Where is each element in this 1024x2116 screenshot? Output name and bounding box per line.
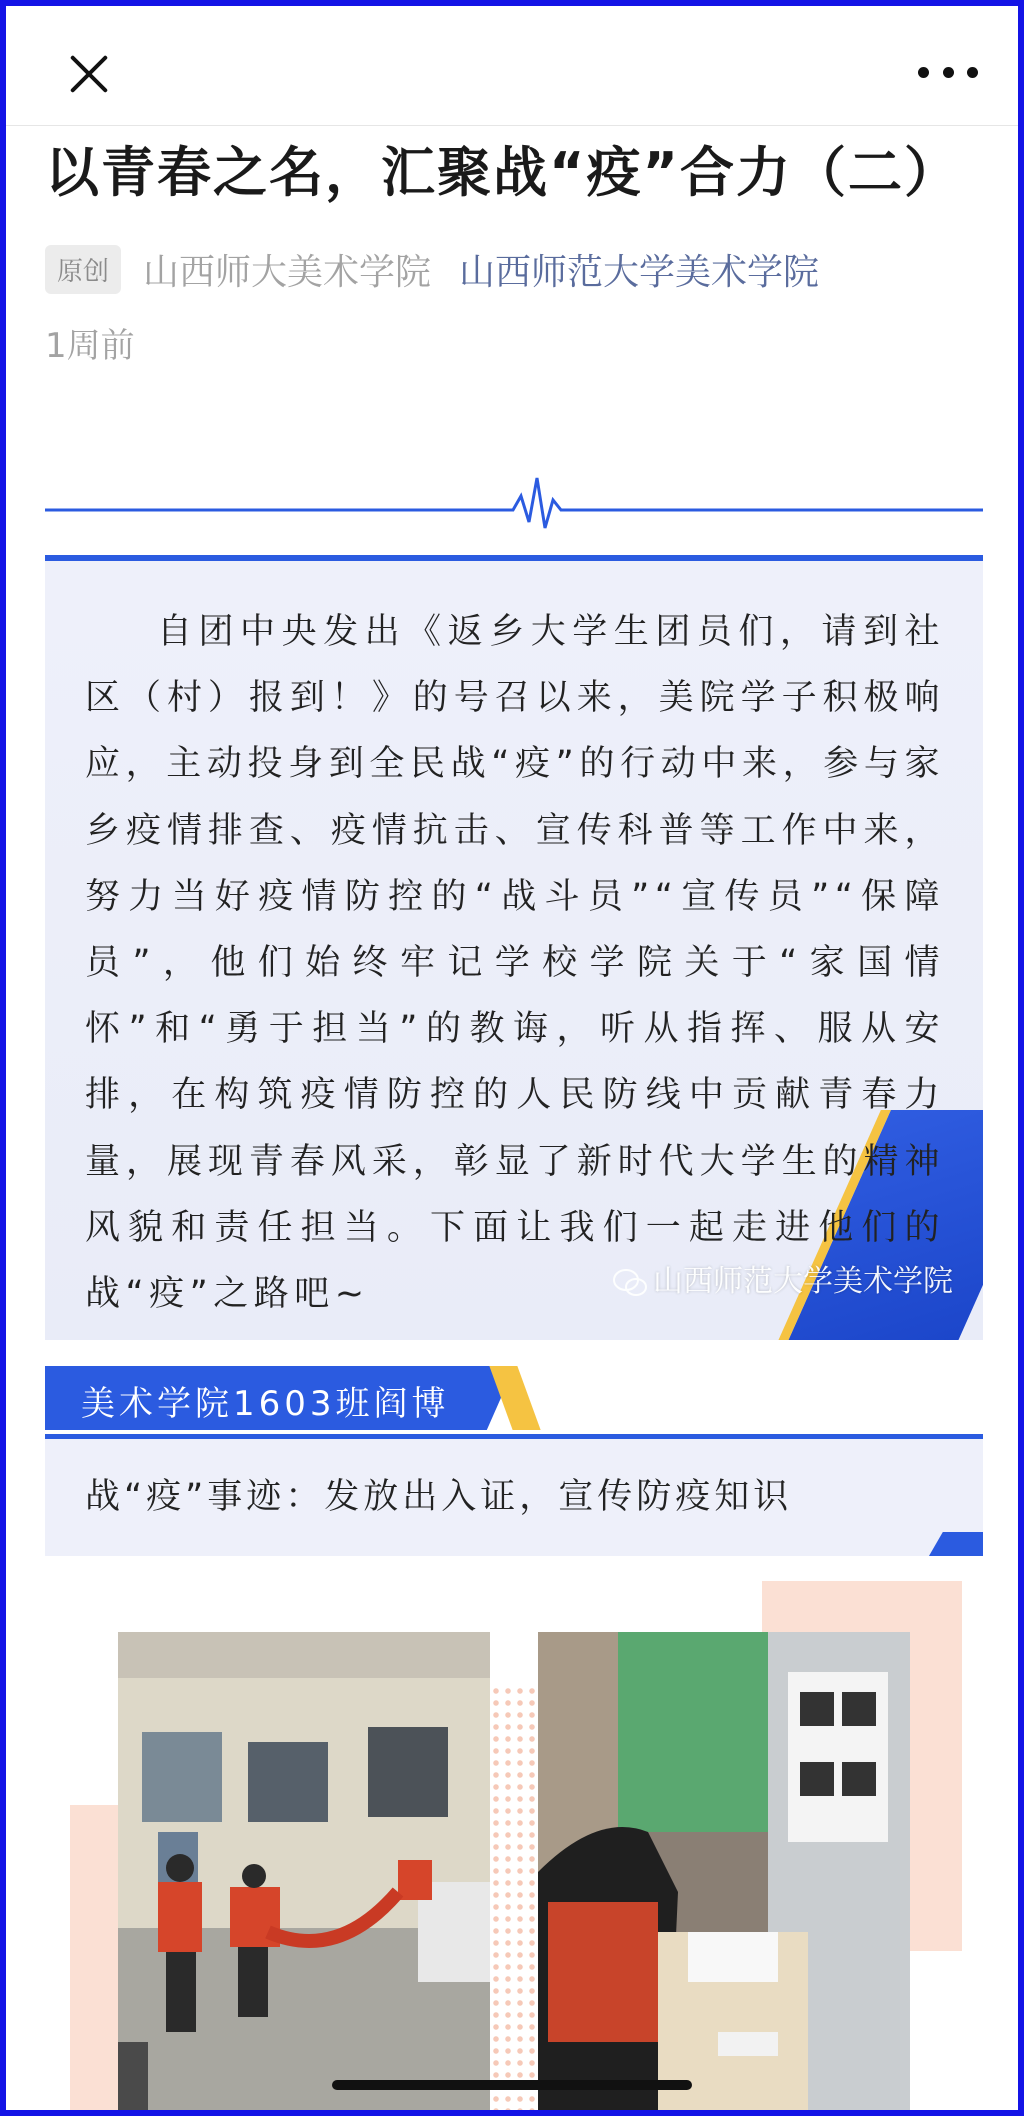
home-indicator[interactable] xyxy=(332,2080,692,2090)
watermark xyxy=(613,1256,953,1300)
photo-desk-volunteer-illustration xyxy=(538,1632,910,2110)
wechat-icon xyxy=(613,1269,647,1297)
photo-street-volunteers-illustration xyxy=(118,1632,490,2110)
close-icon[interactable] xyxy=(62,46,118,102)
peach-decoration-left xyxy=(70,1805,120,2110)
watermark-text: 山西师范大学美术学院 xyxy=(653,1264,953,1299)
section-header xyxy=(45,1366,983,1430)
deed-text: 战“疫”事迹：发放出入证，宣传防疫知识 xyxy=(85,1477,793,1517)
original-tag: 原创 xyxy=(45,245,121,294)
photo-desk-volunteer[interactable] xyxy=(538,1632,910,2110)
publish-date: 1周前 xyxy=(45,326,135,366)
deed-panel xyxy=(45,1434,983,1556)
top-bar xyxy=(6,6,1018,126)
photo-gallery xyxy=(6,1575,1018,2110)
dot-pattern-decoration xyxy=(490,1685,538,2110)
intro-panel xyxy=(45,555,983,1340)
author-name: 山西师大美术学院 xyxy=(143,251,432,293)
student-name: 美术学院1603班阎博 xyxy=(81,1384,450,1424)
article-title: 以青春之名，汇聚战“疫”合力（二） xyxy=(45,141,960,204)
intro-paragraph: 自团中央发出《返乡大学生团员们，请到社区（村）报到！》的号召以来，美院学子积极响应，主动投身到全民战“疫”的行动中来，参与家乡疫情排查、疫情抗击、宣传科普等工作中来，努力当好疫情防控的“战斗员”“宣传员”“保障员”，他们始终牢记学校学院关于“家国情怀”和“勇于担当”的教诲，听从指挥、服从安排，在构筑疫情防控的人民防线中贡献青春力量，展现青春风采，彰显了新时代大学生的精神风貌和责任担当。下面让我们一起走进他们的战“疫”之路吧~ xyxy=(85,612,945,1315)
article-meta xyxy=(45,244,819,294)
more-dots-icon[interactable] xyxy=(918,60,978,84)
account-link[interactable]: 山西师范大学美术学院 xyxy=(459,251,820,293)
deed-corner-decoration xyxy=(923,1532,983,1556)
photo-street-volunteers[interactable] xyxy=(118,1632,490,2110)
heartbeat-divider xyxy=(45,470,983,530)
